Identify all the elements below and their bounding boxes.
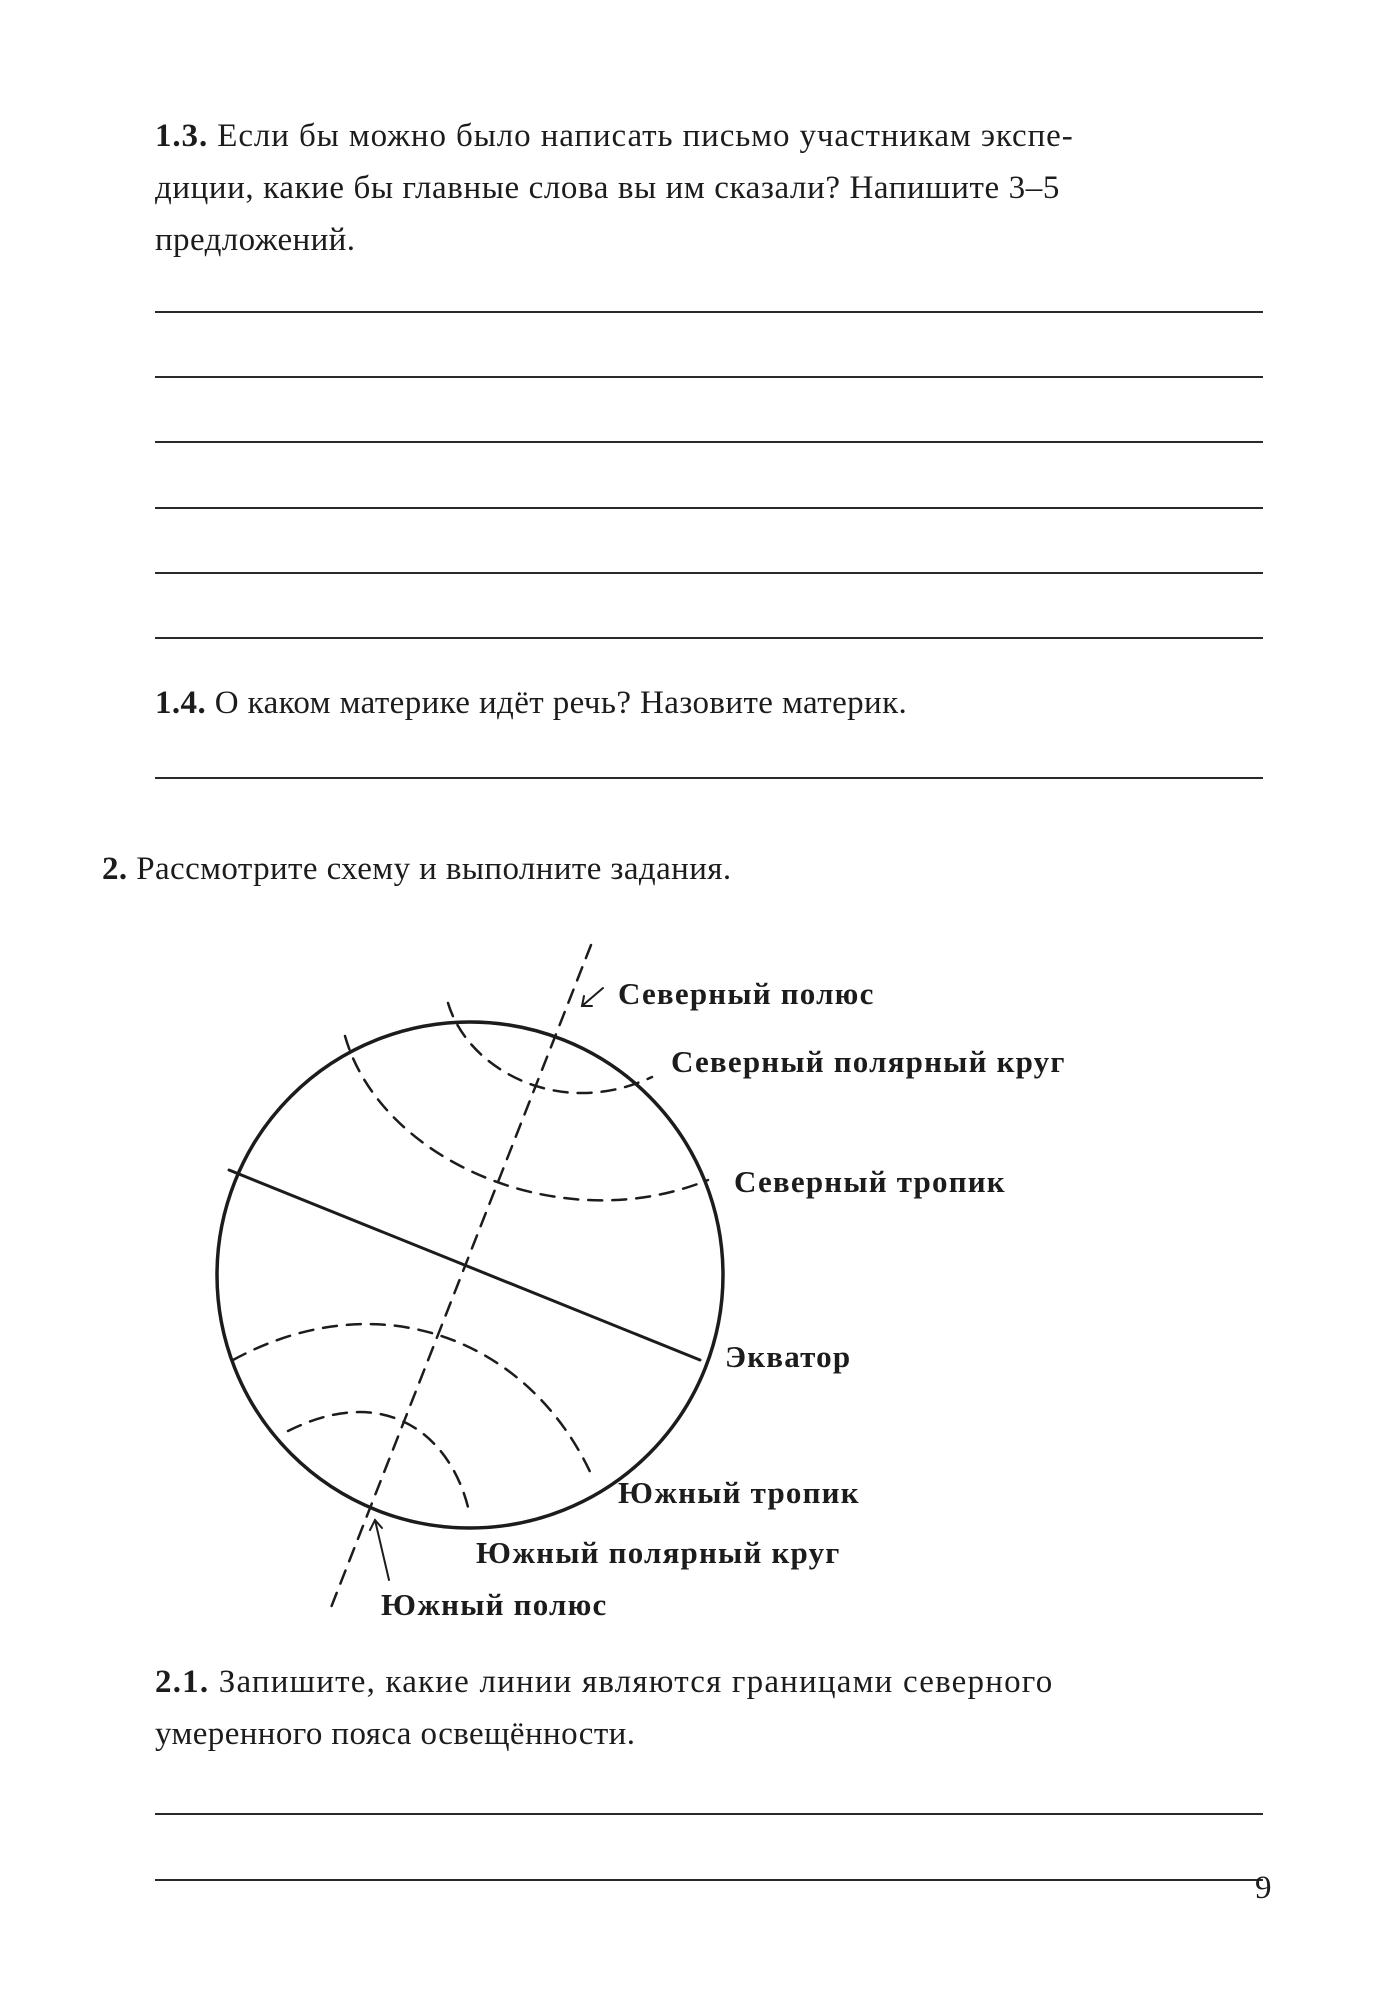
- globe-outline: [217, 1022, 723, 1528]
- task-1-4-number: 1.4.: [155, 685, 207, 721]
- label-antarctic-circle: Южный полярный круг: [476, 1535, 841, 1570]
- task-1-4-text: 1.4. О каком материке идёт речь? Назовите материк.: [155, 685, 908, 721]
- answer-line[interactable]: [155, 1879, 1263, 1881]
- task-2-1-line-2: умеренного пояса освещённости.: [155, 1716, 636, 1752]
- task-2-text: 2. Рассмотрите схему и выполните задания.: [102, 851, 732, 887]
- task-2-number: 2.: [102, 851, 128, 887]
- label-north-pole: Северный полюс: [618, 976, 875, 1011]
- task-2-1-number: 2.1.: [155, 1664, 210, 1700]
- task-1-3-number: 1.3.: [155, 118, 209, 154]
- page-number: 9: [1255, 1870, 1272, 1906]
- tropic-north-line: [345, 1036, 708, 1200]
- task-1-3-line-1: 1.3. Если бы можно было написать письмо участникам экспе-: [155, 118, 1074, 154]
- answer-line[interactable]: [155, 1813, 1263, 1815]
- label-tropic-south: Южный тропик: [618, 1475, 860, 1510]
- label-equator: Экватор: [725, 1339, 852, 1374]
- antarctic-circle-line: [288, 1412, 470, 1516]
- label-south-pole: Южный полюс: [381, 1587, 608, 1622]
- task-1-3-line-2: диции, какие бы главные слова вы им сказали? Напишите 3–5: [155, 170, 1060, 206]
- label-tropic-north: Северный тропик: [734, 1164, 1006, 1199]
- task-2-1-text: [155, 1656, 1285, 1760]
- label-arctic-circle: Северный полярный круг: [671, 1044, 1066, 1079]
- south-pole-arrow: [375, 1520, 389, 1580]
- task-1-3-line-3: предложений.: [155, 222, 356, 258]
- task-2-1-line-1: 2.1. Запишите, какие линии являются границами северного: [155, 1664, 1054, 1700]
- north-pole-arrow: [582, 988, 603, 1006]
